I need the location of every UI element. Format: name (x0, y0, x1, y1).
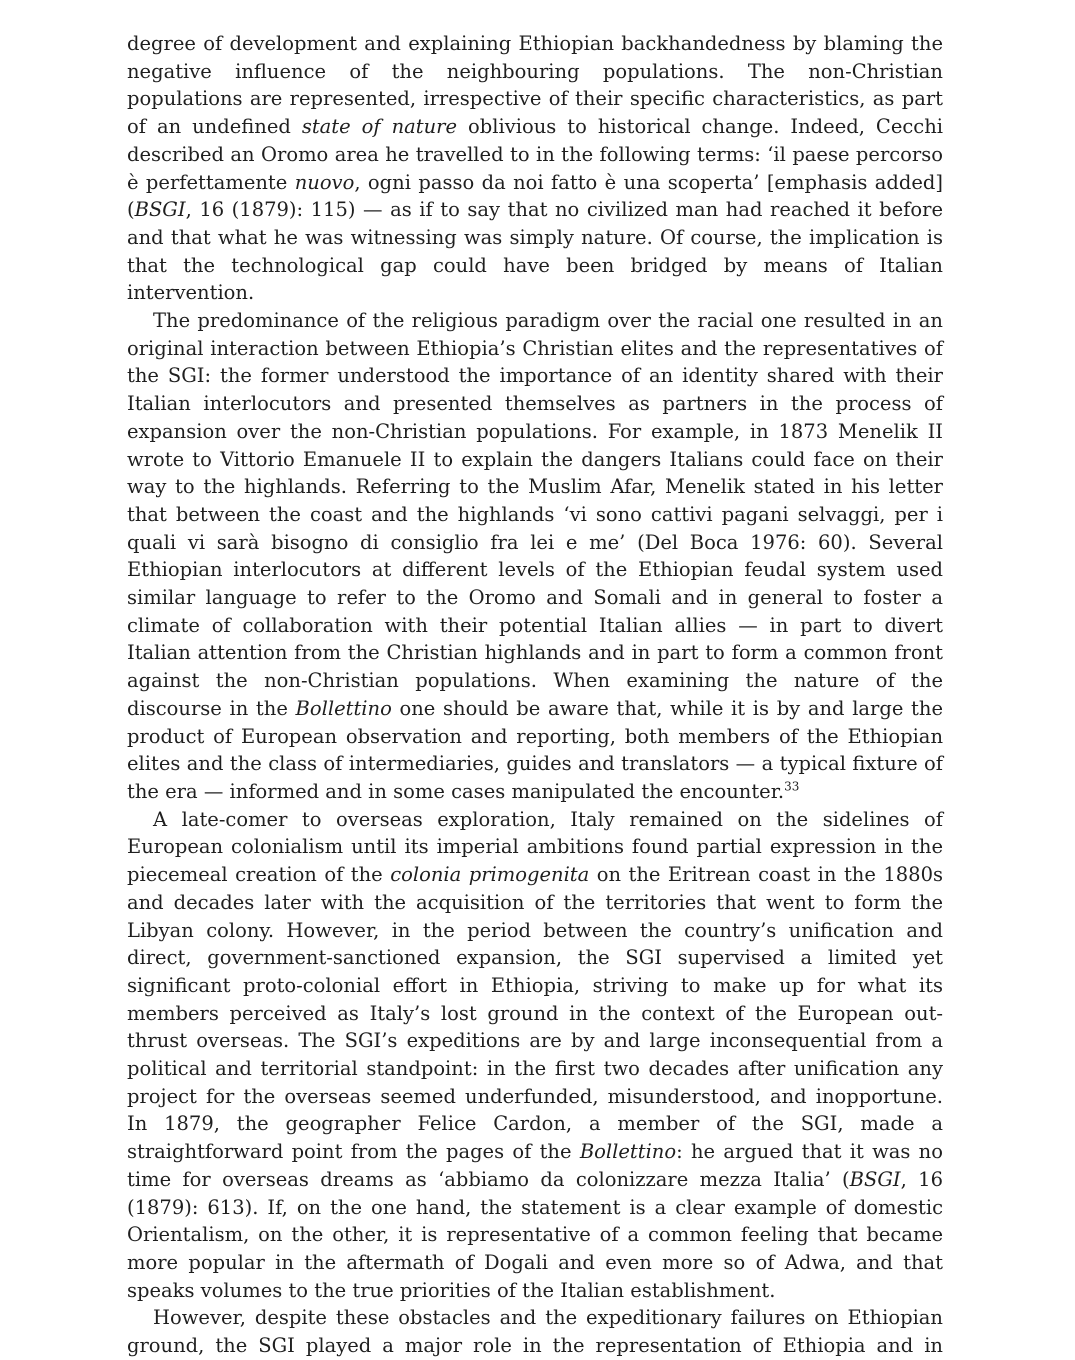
body-text (127, 30, 943, 1360)
paragraph-p3 (127, 806, 943, 1305)
text-run: , ogni passo da noi fatto è una scoperta’ [emphasis added] ( (127, 170, 943, 222)
footnote-ref: 33 (784, 779, 800, 794)
italic-text: BSGI (849, 1167, 901, 1191)
text-run: The predominance of the religious paradigm over the racial one resulted in an original interaction between Ethiopia’s Christian elites and the representatives of the SGI: the former understood the importance of an identity shared with their Italian interlocutors and presented themselves as partners in the process of expansion over the non-Christian populations. For example, in 1873 Menelik II wrote to Vittorio Emanuele II to explain the dangers Italians could face on their way to the highlands. Referring to the Muslim Afar, Menelik stated in his letter that between the coast and the highlands ‘vi sono cattivi pagani selvaggi, per i quali vi sarà bisogno di consiglio fra lei e me’ (Del Boca 1976: 60). Several Ethiopian interlocutors at different levels of the Ethiopian feudal system used similar language to refer to the Oromo and Somali and in general to foster a climate of collaboration with their potential Italian allies — in part to divert Italian attention from the Christian highlands and in part to form a common front against the non-Christian populations. When examining the nature of the discourse in the (127, 309, 943, 720)
text-run: : he argued that it was no time for overseas dreams as ‘abbiamo da colonizzare mezza Italia’ ( (127, 1140, 943, 1191)
italic-text: nuovo (294, 170, 355, 194)
text-run: , 16 (1879): 115) — as if to say that no civilized man had reached it before and that what he was witnessing was simply nature. Of course, the implication is that the technological gap could have been bridged by means of Italian intervention. (127, 198, 943, 305)
text-run: degree of development and explaining Ethiopian backhandedness by blaming the negative influence of the neighbouring populations. The non-Christian populations are represented, irrespective of their specific characteristics, as part of an undefined (127, 32, 943, 139)
paragraph-p2 (127, 307, 943, 806)
document-page (127, 30, 943, 1360)
paragraph-p1 (127, 30, 943, 307)
paragraph-p4 (127, 1304, 943, 1359)
text-run: A late-comer to overseas exploration, Italy remained on the sidelines of European colonialism until its imperial ambitions found partial expression in the piecemeal creation of the (127, 807, 943, 887)
text-run: However, despite these obstacles and the expeditionary failures on Ethiopian ground, the SGI played a major role in the representation of Ethiopia and in (127, 1306, 943, 1358)
text-run: one should be aware that, while it is by and large the product of European observation and reporting, both members of the Ethiopian elites and the class of intermediaries, guides and translators — a typical fixture of the era — informed and in some cases manipulated the encounter. (127, 696, 943, 803)
italic-text: colonia primogenita (390, 863, 590, 887)
text-run: , 16 (1879): 613). If, on the one hand, the statement is a clear example of domestic Orientalism, on the other, it is representative of a common feeling that became more popular in the aftermath of Dogali and even more so of Adwa, and that speaks volumes to the true priorities of the Italian establishment. (127, 1167, 943, 1302)
italic-text: BSGI (134, 198, 186, 222)
text-run: oblivious to historical change. Indeed, Cecchi described an Oromo area he travelled to in the following terms: ‘il paese percorso è perfettamente (127, 115, 943, 194)
italic-text: state of nature (301, 115, 458, 139)
italic-text: Bollettino (295, 696, 392, 720)
italic-text: Bollettino (579, 1140, 677, 1164)
text-run: on the Eritrean coast in the 1880s and decades later with the acquisition of the territories that went to form the Libyan colony. However, in the period between the country’s unification and direct, government-sanctioned expansion, the SGI supervised a limited yet significant proto-colonial effort in Ethiopia, striving to make up for what its members perceived as Italy’s lost ground in the context of the European out-thrust overseas. The SGI’s expeditions are by and large inconsequential from a political and territorial standpoint: in the first two decades after unification any project for the overseas seemed underfunded, misunderstood, and inopportune. In 1879, the geographer Felice Cardon, a member of the SGI, made a straightforward point from the pages of the (127, 863, 943, 1164)
